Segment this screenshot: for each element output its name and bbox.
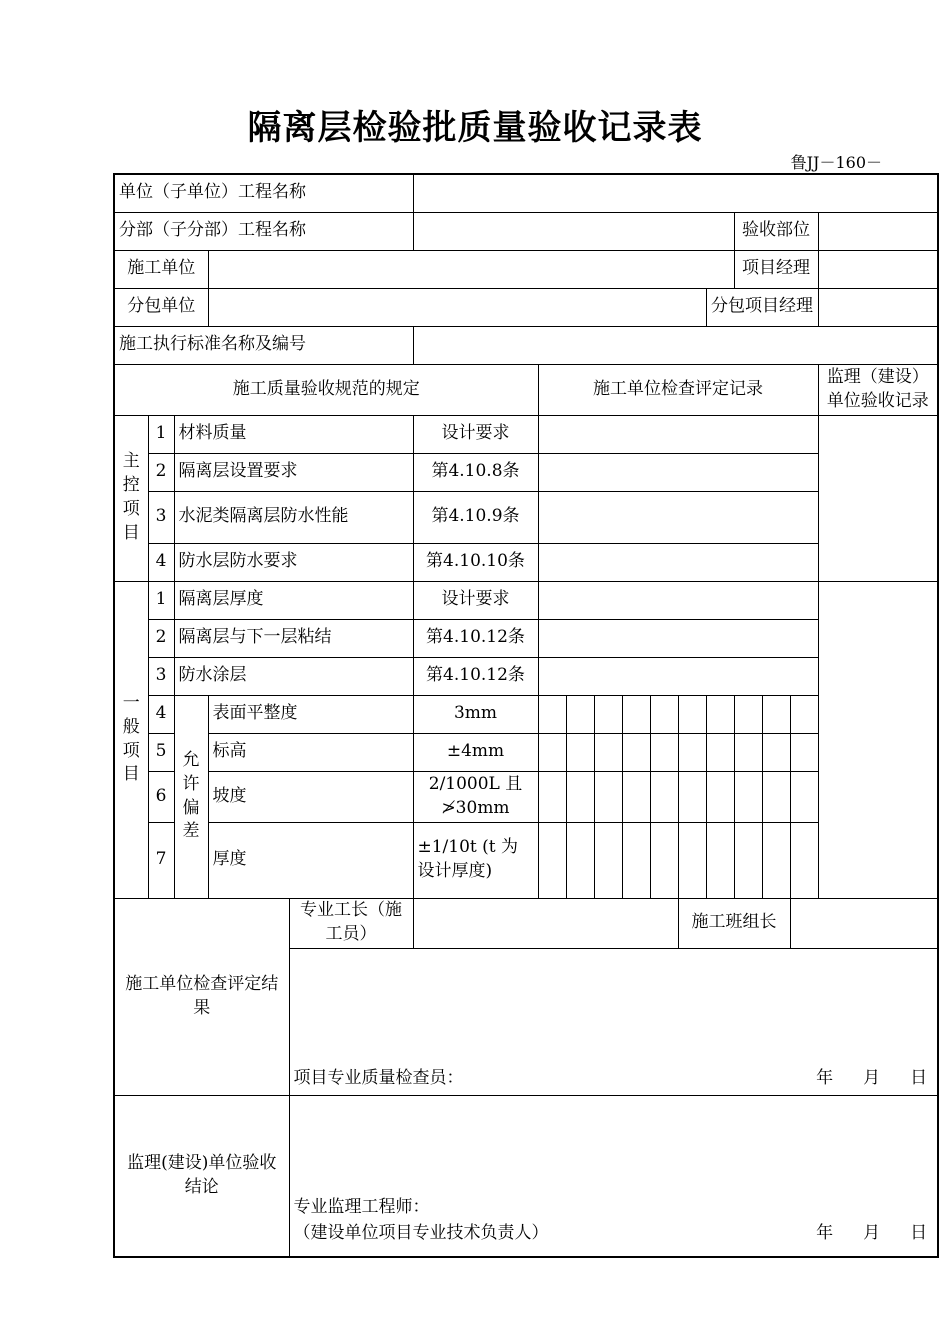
form-title: 隔离层检验批质量验收记录表 bbox=[247, 108, 703, 148]
supervisor-conclusion-area[interactable] bbox=[289, 1095, 938, 1257]
measurement-cell[interactable] bbox=[678, 695, 706, 733]
main-item-requirement: 第4.10.10条 bbox=[413, 543, 538, 581]
tolerance-item-no: 6 bbox=[148, 771, 174, 822]
measurement-cell[interactable] bbox=[566, 733, 594, 771]
measurement-cell[interactable] bbox=[790, 771, 818, 822]
general-item-check-cell[interactable] bbox=[538, 619, 818, 657]
main-item-check-cell[interactable] bbox=[538, 453, 818, 491]
measurement-cell[interactable] bbox=[734, 733, 762, 771]
general-item-no: 2 bbox=[148, 619, 174, 657]
measurement-cell[interactable] bbox=[566, 695, 594, 733]
measurement-cell[interactable] bbox=[706, 771, 734, 822]
subcontract-unit-value[interactable] bbox=[208, 288, 706, 326]
measurement-cell[interactable] bbox=[706, 695, 734, 733]
tolerance-item-requirement: ±4mm bbox=[413, 733, 538, 771]
subcontract-unit-label: 分包单位 bbox=[114, 288, 208, 326]
general-items-label: 一般项目 bbox=[114, 581, 148, 898]
measurement-cell[interactable] bbox=[622, 733, 650, 771]
general-item-name: 防水涂层 bbox=[174, 657, 413, 695]
tolerance-item-requirement: 2/1000L 且≯30mm bbox=[413, 771, 538, 822]
team-leader-label: 施工班组长 bbox=[678, 898, 790, 948]
foreman-label: 专业工长（施工员） bbox=[289, 898, 413, 948]
check-result-label: 施工单位检查评定结果 bbox=[114, 898, 289, 1095]
main-item-name: 防水层防水要求 bbox=[174, 543, 413, 581]
main-items-label: 主控项目 bbox=[114, 415, 148, 581]
subcontract-manager-value[interactable] bbox=[818, 288, 938, 326]
sub-project-name-value[interactable] bbox=[413, 212, 734, 250]
spec-column-header: 施工质量验收规范的规定 bbox=[114, 364, 538, 415]
tolerance-item-no: 5 bbox=[148, 733, 174, 771]
general-item-name: 隔离层与下一层粘结 bbox=[174, 619, 413, 657]
project-manager-label: 项目经理 bbox=[734, 250, 818, 288]
main-item-no: 1 bbox=[148, 415, 174, 453]
project-manager-value[interactable] bbox=[818, 250, 938, 288]
main-item-no: 4 bbox=[148, 543, 174, 581]
tolerance-item-requirement: ±1/10t (t 为设计厚度) bbox=[413, 822, 538, 898]
main-item-requirement: 第4.10.9条 bbox=[413, 491, 538, 543]
tolerance-item-name: 表面平整度 bbox=[208, 695, 413, 733]
measurement-cell[interactable] bbox=[622, 822, 650, 898]
general-items-supervisor-cell[interactable] bbox=[818, 581, 938, 898]
month-label: 月 bbox=[863, 1222, 881, 1243]
main-item-no: 2 bbox=[148, 453, 174, 491]
tolerance-label: 允许偏差 bbox=[174, 695, 208, 898]
inspection-form-table bbox=[113, 173, 939, 1258]
measurement-cell[interactable] bbox=[650, 771, 678, 822]
measurement-cell[interactable] bbox=[734, 822, 762, 898]
tolerance-item-no: 4 bbox=[148, 695, 174, 733]
month-label: 月 bbox=[863, 1067, 881, 1088]
general-item-requirement: 第4.10.12条 bbox=[413, 657, 538, 695]
measurement-cell[interactable] bbox=[678, 771, 706, 822]
measurement-cell[interactable] bbox=[706, 822, 734, 898]
measurement-cell[interactable] bbox=[538, 733, 566, 771]
year-label: 年 bbox=[816, 1067, 834, 1088]
subcontract-manager-label: 分包项目经理 bbox=[706, 288, 818, 326]
measurement-cell[interactable] bbox=[790, 733, 818, 771]
measurement-cell[interactable] bbox=[622, 695, 650, 733]
main-item-name: 材料质量 bbox=[174, 415, 413, 453]
measurement-cell[interactable] bbox=[594, 695, 622, 733]
main-item-name: 隔离层设置要求 bbox=[174, 453, 413, 491]
main-item-check-cell[interactable] bbox=[538, 543, 818, 581]
general-item-name: 隔离层厚度 bbox=[174, 581, 413, 619]
measurement-cell[interactable] bbox=[706, 733, 734, 771]
tolerance-item-name: 厚度 bbox=[208, 822, 413, 898]
measurement-cell[interactable] bbox=[678, 822, 706, 898]
measurement-cell[interactable] bbox=[566, 771, 594, 822]
main-item-name: 水泥类隔离层防水性能 bbox=[174, 491, 413, 543]
standard-name-label: 施工执行标准名称及编号 bbox=[114, 326, 413, 364]
construction-unit-label: 施工单位 bbox=[114, 250, 208, 288]
check-record-column-header: 施工单位检查评定记录 bbox=[538, 364, 818, 415]
main-item-no: 3 bbox=[148, 491, 174, 543]
tolerance-item-name: 标高 bbox=[208, 733, 413, 771]
measurement-cell[interactable] bbox=[622, 771, 650, 822]
supervisor-conclusion-label: 监理(建设)单位验收结论 bbox=[114, 1095, 289, 1257]
main-item-check-cell[interactable] bbox=[538, 491, 818, 543]
day-label: 日 bbox=[910, 1067, 928, 1088]
unit-project-name-value[interactable] bbox=[413, 174, 938, 212]
measurement-cell[interactable] bbox=[762, 695, 790, 733]
supervisor-date bbox=[786, 1222, 927, 1246]
measurement-cell[interactable] bbox=[566, 822, 594, 898]
check-date bbox=[786, 1067, 927, 1091]
general-item-check-cell[interactable] bbox=[538, 581, 818, 619]
measurement-cell[interactable] bbox=[650, 695, 678, 733]
form-code: 鲁JJ－160－ bbox=[790, 153, 882, 172]
measurement-cell[interactable] bbox=[762, 822, 790, 898]
measurement-cell[interactable] bbox=[594, 733, 622, 771]
sub-project-name-label: 分部（子分部）工程名称 bbox=[114, 212, 413, 250]
measurement-cell[interactable] bbox=[650, 822, 678, 898]
team-leader-value[interactable] bbox=[790, 898, 938, 948]
main-item-requirement: 第4.10.8条 bbox=[413, 453, 538, 491]
tolerance-item-name: 坡度 bbox=[208, 771, 413, 822]
measurement-cell[interactable] bbox=[790, 695, 818, 733]
tolerance-item-requirement: 3mm bbox=[413, 695, 538, 733]
acceptance-part-label: 验收部位 bbox=[734, 212, 818, 250]
supervisor-engineer-label: 专业监理工程师： bbox=[293, 1196, 430, 1217]
general-item-no: 3 bbox=[148, 657, 174, 695]
inspector-label: 项目专业质量检查员： bbox=[293, 1067, 464, 1088]
year-label: 年 bbox=[816, 1222, 834, 1243]
measurement-cell[interactable] bbox=[790, 822, 818, 898]
measurement-cell[interactable] bbox=[734, 695, 762, 733]
supervisor-record-column-header: 监理（建设）单位验收记录 bbox=[818, 364, 938, 415]
measurement-cell[interactable] bbox=[762, 733, 790, 771]
measurement-cell[interactable] bbox=[678, 733, 706, 771]
foreman-value[interactable] bbox=[413, 898, 678, 948]
measurement-cell[interactable] bbox=[762, 771, 790, 822]
measurement-cell[interactable] bbox=[538, 695, 566, 733]
measurement-cell[interactable] bbox=[734, 771, 762, 822]
measurement-cell[interactable] bbox=[594, 822, 622, 898]
main-item-requirement: 设计要求 bbox=[413, 415, 538, 453]
general-item-no: 1 bbox=[148, 581, 174, 619]
standard-name-value[interactable] bbox=[413, 326, 938, 364]
tolerance-item-no: 7 bbox=[148, 822, 174, 898]
measurement-cell[interactable] bbox=[538, 771, 566, 822]
acceptance-part-value[interactable] bbox=[818, 212, 938, 250]
main-item-check-cell[interactable] bbox=[538, 415, 818, 453]
general-item-requirement: 设计要求 bbox=[413, 581, 538, 619]
check-result-area[interactable] bbox=[289, 948, 938, 1095]
owner-tech-label: （建设单位项目专业技术负责人） bbox=[293, 1222, 549, 1243]
main-items-supervisor-cell[interactable] bbox=[818, 415, 938, 581]
measurement-cell[interactable] bbox=[538, 822, 566, 898]
day-label: 日 bbox=[910, 1222, 928, 1243]
measurement-cell[interactable] bbox=[650, 733, 678, 771]
unit-project-name-label: 单位（子单位）工程名称 bbox=[114, 174, 413, 212]
general-item-requirement: 第4.10.12条 bbox=[413, 619, 538, 657]
measurement-cell[interactable] bbox=[594, 771, 622, 822]
general-item-check-cell[interactable] bbox=[538, 657, 818, 695]
construction-unit-value[interactable] bbox=[208, 250, 734, 288]
